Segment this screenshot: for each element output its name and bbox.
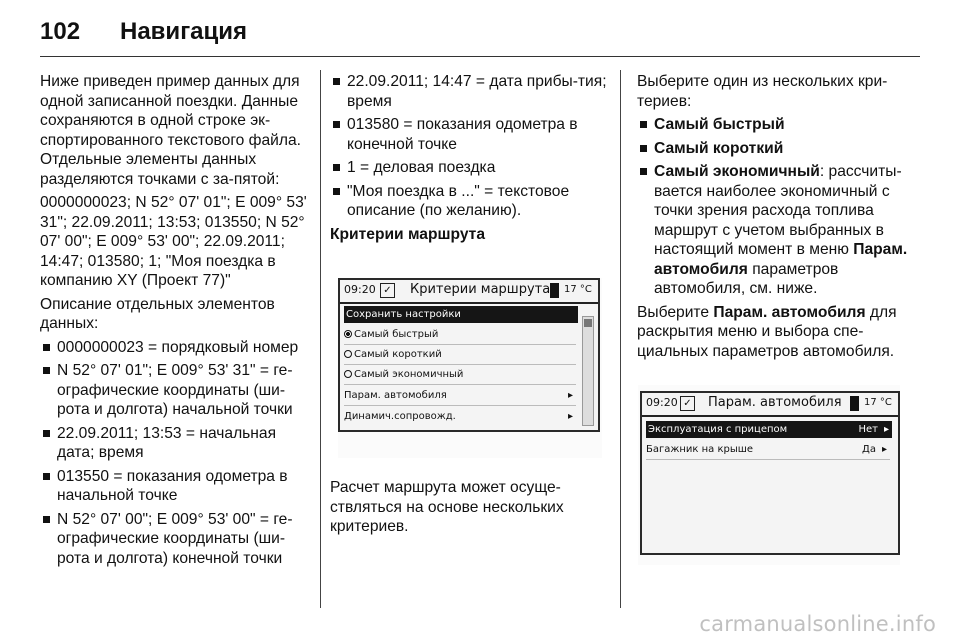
page-number: 102 bbox=[40, 18, 81, 45]
row-divider bbox=[344, 405, 576, 406]
list-item: 22.09.2011; 14:47 = дата прибы-тия; время bbox=[330, 72, 612, 111]
header-divider bbox=[40, 56, 920, 57]
temperature: 17 °C bbox=[864, 397, 892, 408]
list-item: N 52° 07' 01"; E 009° 53' 31" = ге-ографические координаты (ши-рота и долгота) начальной точки bbox=[40, 361, 312, 420]
route-calc-note: Расчет маршрута может осуще-ствляться на основе нескольких критериев. bbox=[330, 479, 564, 535]
list-item: "Моя поездка в ..." = текстовое описание (по желанию). bbox=[330, 182, 612, 221]
radio-selected-icon bbox=[344, 330, 352, 338]
list-item-economical: Самый экономичный: рассчиты-вается наиболее экономичный с точки зрения расхода топлива маршрут с учетом выбранных в настоящий момент в меню Парам. автомобиля параметров автомобиля, см. ниже. bbox=[637, 162, 920, 299]
list-item-shortest: Самый короткий bbox=[637, 139, 920, 159]
screen-title: Парам. автомобиля bbox=[708, 395, 842, 410]
display-screen bbox=[640, 391, 900, 555]
scroll-thumb[interactable] bbox=[584, 319, 592, 327]
column-divider-2 bbox=[620, 70, 621, 608]
column-2 bbox=[330, 72, 612, 248]
display-screen bbox=[338, 278, 600, 432]
page-title: Навигация bbox=[120, 18, 248, 45]
elements-description-intro: Описание отдельных элементов данных: bbox=[40, 295, 275, 332]
column-divider-1 bbox=[320, 70, 321, 608]
menu-item-shortest[interactable]: Самый короткий bbox=[344, 346, 576, 363]
list-item: 22.09.2011; 13:53 = начальная дата; время bbox=[40, 424, 312, 463]
row-divider bbox=[344, 364, 576, 365]
menu-item-vehicle-params[interactable]: Парам. автомобиля ▸ bbox=[344, 387, 576, 404]
scrollbar[interactable] bbox=[582, 316, 594, 426]
page-header bbox=[40, 14, 920, 60]
list-item: 1 = деловая поездка bbox=[330, 158, 612, 178]
intro-paragraph: Ниже приведен пример данных для одной записанной поездки. Данные сохраняются в одной строке эк-спортированного текстового файла. Отдельные элементы данных разделяются точками с за-пятой: bbox=[40, 73, 301, 188]
list-item: 0000000023 = порядковый номер bbox=[40, 338, 312, 358]
temperature: 17 °C bbox=[564, 284, 592, 295]
menu-item-dynamic-guidance[interactable]: Динамич.сопровожд. ▸ bbox=[344, 408, 576, 425]
watermark: carmanualsonline.info bbox=[699, 612, 936, 636]
status-bar bbox=[642, 393, 898, 417]
radio-icon bbox=[344, 370, 352, 378]
column-3 bbox=[637, 72, 920, 365]
criteria-intro: Выберите один из нескольких кри-териев: bbox=[637, 73, 888, 110]
screenshot-vehicle-params bbox=[638, 385, 900, 565]
data-example: 0000000023; N 52° 07' 01"; E 009° 53' 31"; 22.09.2011; 13:53; 013550; N 52° 07' 00"; E 009° 53' 00"; 22.09.2011; 14:47; 013580; 1; "Моя поездка в компанию XY (Проект 77)" bbox=[40, 194, 307, 289]
list-item-fastest: Самый быстрый bbox=[637, 115, 920, 135]
column-2-bottom bbox=[330, 478, 612, 541]
check-icon: ✓ bbox=[380, 283, 395, 298]
list-item: 013580 = показания одометра в конечной точке bbox=[330, 115, 612, 154]
radio-icon bbox=[344, 350, 352, 358]
row-divider bbox=[344, 344, 576, 345]
chevron-right-icon: ▸ bbox=[883, 424, 889, 435]
list-item: 013550 = показания одометра в начальной точке bbox=[40, 467, 312, 506]
column-1 bbox=[40, 72, 312, 572]
clock: 09:20 bbox=[646, 396, 678, 409]
thermometer-icon bbox=[550, 283, 559, 298]
thermometer-icon bbox=[850, 396, 859, 411]
screenshot-route-criteria bbox=[338, 278, 602, 458]
screen-title: Критерии маршрута bbox=[410, 282, 551, 297]
menu-item-roof-rack[interactable]: Багажник на крыше Да ▸ bbox=[646, 441, 890, 458]
list-item: N 52° 07' 00"; E 009° 53' 00" = ге-ографические координаты (ши-рота и долгота) конечной точки bbox=[40, 510, 312, 569]
section-heading-route-criteria: Критерии маршрута bbox=[330, 225, 485, 243]
check-icon: ✓ bbox=[680, 396, 695, 411]
status-bar bbox=[340, 280, 598, 304]
chevron-right-icon: ▸ bbox=[567, 390, 573, 401]
clock: 09:20 bbox=[344, 283, 376, 296]
chevron-right-icon: ▸ bbox=[567, 411, 573, 422]
menu-item-trailer-mode[interactable]: Эксплуатация с прицепом Нет ▸ bbox=[646, 421, 892, 438]
chevron-right-icon: ▸ bbox=[881, 444, 887, 455]
row-divider bbox=[344, 384, 576, 385]
row-divider bbox=[646, 459, 890, 460]
menu-item-fastest[interactable]: Самый быстрый bbox=[344, 326, 576, 343]
menu-item-save-settings[interactable]: Сохранить настройки bbox=[344, 306, 578, 323]
vehicle-params-instruction: Выберите Парам. автомобиля для раскрытия меню и выбора спе-циальных параметров автомобиля. bbox=[637, 303, 897, 360]
menu-item-economical[interactable]: Самый экономичный bbox=[344, 366, 576, 383]
